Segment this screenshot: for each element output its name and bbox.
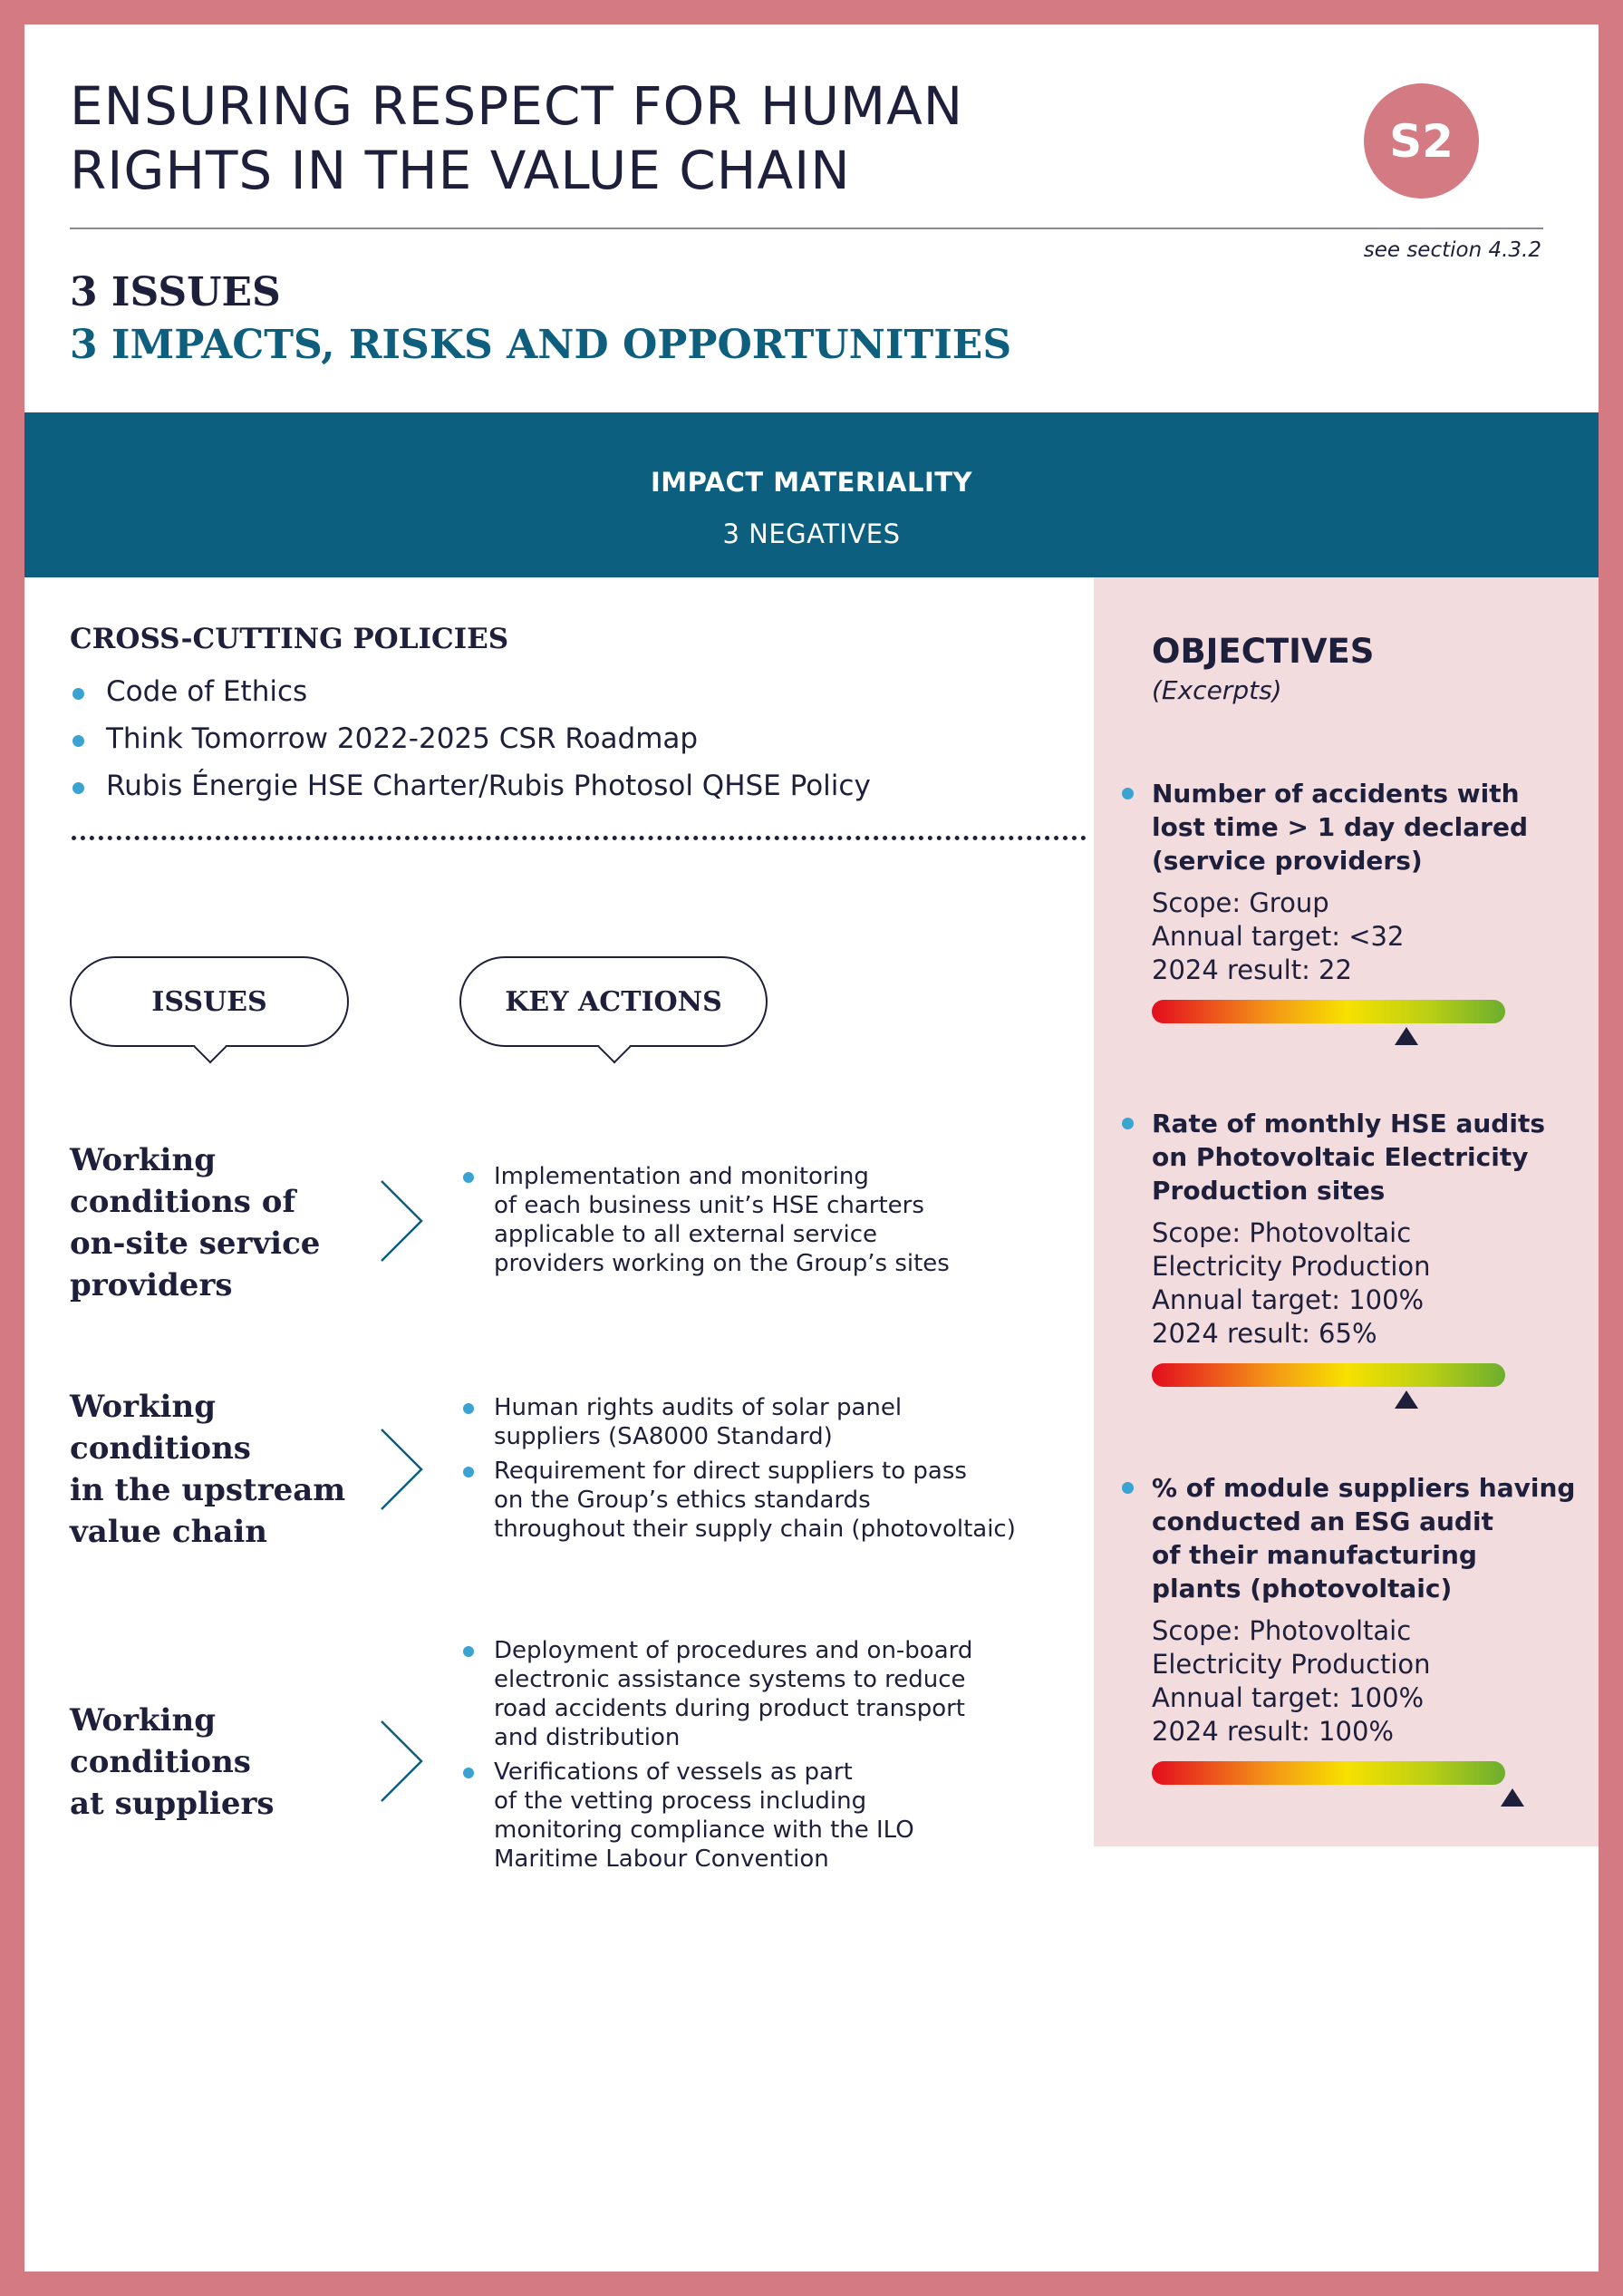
- issue-name-line: conditions of: [70, 1184, 296, 1220]
- bullet-icon: [72, 735, 84, 747]
- action-line: throughout their supply chain (photovoltaic): [494, 1516, 1016, 1543]
- action-line: Deployment of procedures and on-board: [494, 1637, 973, 1664]
- bullet-icon: [463, 1467, 474, 1477]
- bullet-icon: [1122, 1482, 1134, 1494]
- objective-detail-line: 2024 result: 22: [1152, 954, 1352, 985]
- action-item: [459, 1758, 972, 1874]
- see-section-reference: see section 4.3.2: [1363, 238, 1541, 262]
- objective-title-line: Production sites: [1152, 1176, 1386, 1206]
- action-line: suppliers (SA8000 Standard): [494, 1423, 833, 1450]
- bullet-icon: [463, 1768, 474, 1778]
- policy-list: [70, 668, 871, 809]
- gauge-marker-icon: [1395, 1390, 1418, 1409]
- objective-details: [1152, 886, 1592, 987]
- bullet-icon: [463, 1172, 474, 1183]
- action-line: monitoring compliance with the ILO: [494, 1816, 914, 1844]
- action-list: [459, 1162, 950, 1284]
- objective-detail-line: Annual target: <32: [1152, 921, 1405, 952]
- impact-materiality-title: IMPACT MATERIALITY: [650, 467, 973, 498]
- objective-item: [1121, 1107, 1592, 1387]
- bullet-icon: [1122, 788, 1134, 799]
- issue-name-line: conditions: [70, 1430, 251, 1467]
- objective-detail-line: Scope: Photovoltaic: [1152, 1217, 1412, 1248]
- objective-title-line: (service providers): [1152, 846, 1423, 876]
- objective-details: [1152, 1216, 1592, 1351]
- page-title: [70, 74, 1248, 203]
- action-line: of each business unit’s HSE charters: [494, 1192, 924, 1219]
- policy-item-label: Code of Ethics: [106, 675, 308, 708]
- bullet-icon: [463, 1646, 474, 1657]
- issue-name-line: in the upstream: [70, 1472, 346, 1508]
- action-list: [459, 1636, 972, 1879]
- action-item: [459, 1162, 950, 1278]
- speech-tail: [598, 1031, 632, 1064]
- objective-title-line: of their manufacturing: [1152, 1540, 1477, 1570]
- issues-bubble-label: ISSUES: [151, 985, 267, 1018]
- bullet-icon: [1122, 1118, 1134, 1129]
- issues-bubble: [70, 956, 349, 1047]
- objective-item: [1121, 1471, 1592, 1785]
- issue-name-line: at suppliers: [70, 1786, 275, 1822]
- objective-title: [1152, 1471, 1592, 1605]
- action-line: Implementation and monitoring: [494, 1163, 869, 1190]
- chevron-right-icon: [380, 1179, 425, 1263]
- policies-heading: CROSS-CUTTING POLICIES: [70, 623, 509, 655]
- action-line: Requirement for direct suppliers to pass: [494, 1458, 967, 1485]
- key-actions-bubble-label: KEY ACTIONS: [505, 985, 722, 1018]
- action-line: on the Group’s ethics standards: [494, 1487, 871, 1514]
- policy-item-label: Think Tomorrow 2022-2025 CSR Roadmap: [106, 722, 699, 755]
- issue-name-line: providers: [70, 1267, 233, 1303]
- section-badge: S2: [1364, 83, 1479, 199]
- key-actions-bubble: [459, 956, 768, 1047]
- gauge-marker-icon: [1501, 1788, 1524, 1807]
- action-line: Verifications of vessels as part: [494, 1758, 853, 1786]
- dotted-divider: [72, 836, 1087, 840]
- policy-item: [70, 762, 871, 809]
- objective-title-line: Number of accidents with: [1152, 779, 1520, 809]
- policy-item: [70, 715, 871, 762]
- objective-detail-line: Annual target: 100%: [1152, 1284, 1425, 1315]
- issue-name: [70, 1139, 320, 1306]
- speech-tail: [194, 1031, 227, 1064]
- action-line: and distribution: [494, 1724, 681, 1751]
- issue-name-line: conditions: [70, 1744, 251, 1780]
- performance-gauge: [1152, 1000, 1505, 1023]
- action-line: Human rights audits of solar panel: [494, 1394, 903, 1421]
- objective-title-line: conducted an ESG audit: [1152, 1506, 1493, 1536]
- objective-title: [1152, 777, 1592, 877]
- policy-item: [70, 668, 871, 715]
- issues-count: 3 ISSUES: [70, 269, 281, 315]
- issue-name-line: Working: [70, 1389, 216, 1425]
- objective-detail-line: Scope: Group: [1152, 887, 1329, 918]
- objective-detail-line: Scope: Photovoltaic: [1152, 1615, 1412, 1646]
- page: [24, 24, 1599, 2272]
- issue-name-line: Working: [70, 1702, 216, 1739]
- objective-title: [1152, 1107, 1592, 1207]
- performance-gauge: [1152, 1761, 1505, 1785]
- gauge-marker-icon: [1395, 1027, 1418, 1045]
- objective-detail-line: 2024 result: 65%: [1152, 1318, 1377, 1349]
- action-item: [459, 1457, 1016, 1544]
- issue-name-line: Working: [70, 1142, 216, 1178]
- action-item: [459, 1636, 972, 1752]
- objective-title-line: lost time > 1 day declared: [1152, 812, 1529, 842]
- objective-detail-line: Annual target: 100%: [1152, 1682, 1425, 1713]
- bullet-icon: [72, 688, 84, 700]
- bullet-icon: [463, 1403, 474, 1414]
- action-line: providers working on the Group’s sites: [494, 1250, 950, 1277]
- objective-title-line: Rate of monthly HSE audits: [1152, 1109, 1545, 1138]
- objective-details: [1152, 1614, 1592, 1749]
- chevron-right-icon: [380, 1720, 425, 1803]
- issue-name-line: value chain: [70, 1514, 267, 1550]
- iro-count: 3 IMPACTS, RISKS AND OPPORTUNITIES: [70, 322, 1012, 368]
- impact-materiality-subtitle: 3 NEGATIVES: [722, 518, 901, 549]
- objective-title-line: plants (photovoltaic): [1152, 1574, 1453, 1603]
- action-line: electronic assistance systems to reduce: [494, 1666, 966, 1693]
- objective-detail-line: Electricity Production: [1152, 1251, 1431, 1282]
- action-list: [459, 1393, 1016, 1549]
- objective-detail-line: Electricity Production: [1152, 1649, 1431, 1680]
- issue-name: [70, 1700, 275, 1825]
- objectives-heading: OBJECTIVES: [1152, 632, 1375, 671]
- objective-title-line: % of module suppliers having: [1152, 1473, 1576, 1503]
- impact-materiality-band: [24, 412, 1599, 577]
- objective-item: [1121, 777, 1592, 1023]
- title-divider: [70, 228, 1543, 229]
- action-line: of the vetting process including: [494, 1787, 867, 1815]
- action-item: [459, 1393, 1016, 1451]
- objective-title-line: on Photovoltaic Electricity: [1152, 1142, 1529, 1172]
- objectives-subheading: (Excerpts): [1152, 675, 1282, 705]
- page-title-line: RIGHTS IN THE VALUE CHAIN: [70, 140, 851, 201]
- policy-item-label: Rubis Énergie HSE Charter/Rubis Photosol QHSE Policy: [106, 770, 871, 802]
- issue-name-line: on-site service: [70, 1226, 321, 1262]
- objective-detail-line: 2024 result: 100%: [1152, 1716, 1394, 1747]
- chevron-right-icon: [380, 1428, 425, 1511]
- page-title-line: ENSURING RESPECT FOR HUMAN: [70, 75, 964, 137]
- action-line: road accidents during product transport: [494, 1695, 965, 1722]
- issue-name: [70, 1386, 345, 1553]
- action-line: applicable to all external service: [494, 1221, 877, 1248]
- objectives-panel: [1094, 577, 1599, 1846]
- performance-gauge: [1152, 1363, 1505, 1387]
- bullet-icon: [72, 782, 84, 794]
- action-line: Maritime Labour Convention: [494, 1846, 829, 1873]
